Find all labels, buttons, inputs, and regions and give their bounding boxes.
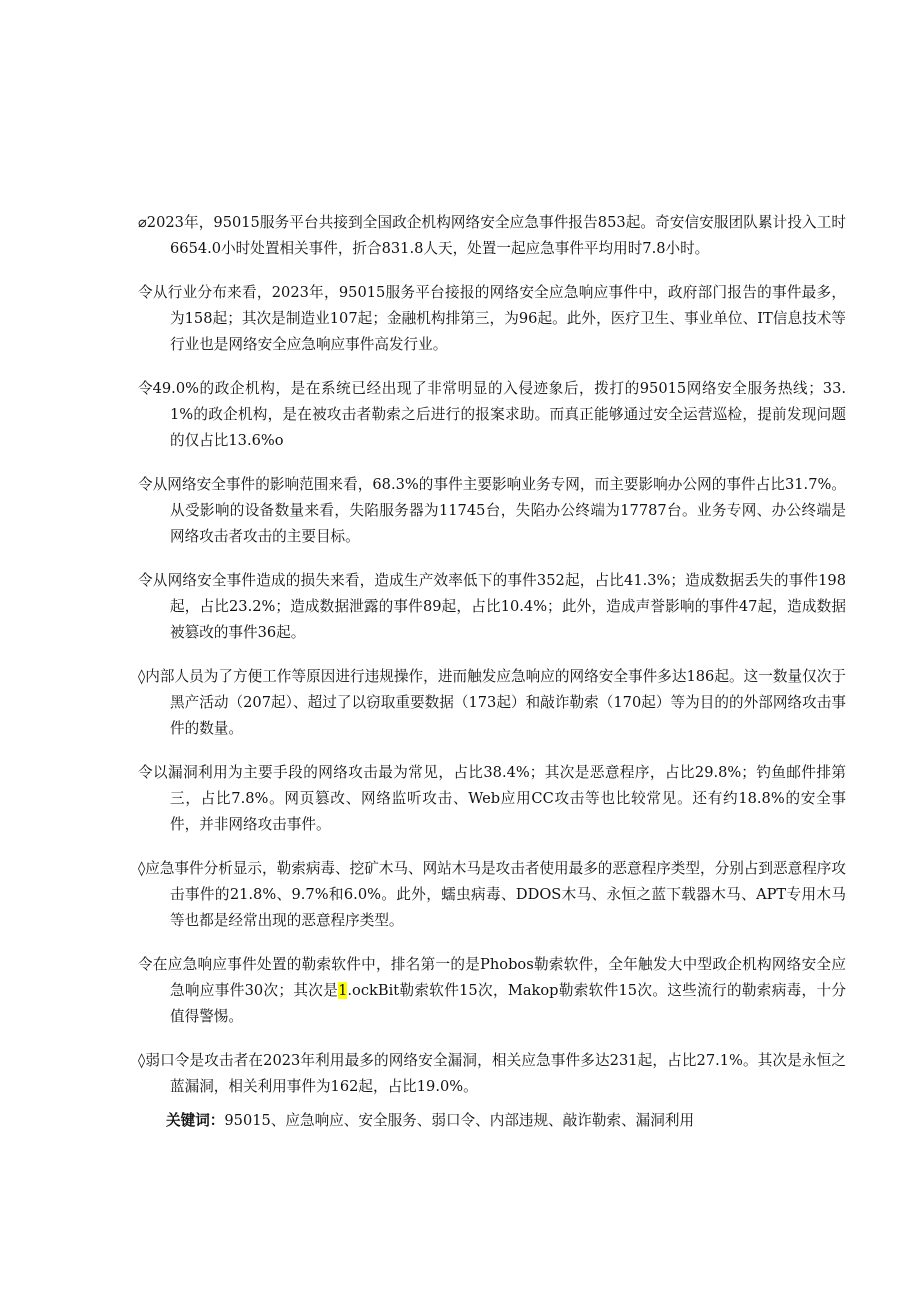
- finding-text: 以漏洞利用为主要手段的网络攻击最为常见，占比38.4%；其次是恶意程序，占比29.8%；钓鱼邮件排第三，占比7.8%。网页篡改、网络监听攻击、Web应用CC攻击等也比较常见。还有约18.8%的安全事件，并非网络攻击事件。: [152, 764, 846, 833]
- bullet-icon: ◊: [138, 860, 146, 877]
- finding-text: 从行业分布来看，2023年，95015服务平台接报的网络安全应急响应事件中，政府部门报告的事件最多，为158起；其次是制造业107起；金融机构排第三，为96起。此外，医疗卫生、事业单位、IT信息技术等行业也是网络安全应急响应事件高发行业。: [152, 284, 846, 353]
- bullet-icon: 令: [138, 476, 153, 493]
- bullet-icon: 令: [138, 380, 153, 397]
- finding-item: [138, 210, 846, 262]
- finding-item: [138, 1048, 846, 1100]
- finding-item: [138, 568, 846, 646]
- bullet-icon: 令: [138, 572, 153, 589]
- finding-text: 弱口令是攻击者在2023年利用最多的网络安全漏洞，相关应急事件多达231起，占比27.1%。其次是永恒之蓝漏洞，相关利用事件为162起，占比19.0%。: [145, 1052, 846, 1095]
- finding-text: 内部人员为了方便工作等原因进行违规操作，进而触发应急响应的网络安全事件多达186起。这一数量仅次于黑产活动（207起）、超过了以窃取重要数据（173起）和敲诈勒索（170起）等为目的的外部网络攻击事件的数量。: [145, 668, 846, 737]
- bullet-icon: 令: [138, 764, 153, 781]
- finding-item: [138, 760, 846, 838]
- finding-text: 在应急响应事件处置的勒索软件中，排名第一的是Phobos勒索软件，全年触发大中型政企机构网络安全应急响应事件30次；其次是: [152, 956, 846, 999]
- bullet-icon: 令: [138, 956, 153, 973]
- finding-text: 从网络安全事件的影响范围来看，68.3%的事件主要影响业务专网，而主要影响办公网的事件占比31.7%。从受影响的设备数量来看，失陷服务器为11745台，失陷办公终端为17787台。业务专网、办公终端是网络攻击者攻击的主要目标。: [152, 476, 846, 545]
- bullet-icon: 令: [138, 284, 153, 301]
- bullet-icon: ◊: [138, 668, 146, 685]
- findings-list: [138, 210, 846, 1118]
- finding-text: 应急事件分析显示，勒索病毒、挖矿木马、网站木马是攻击者使用最多的恶意程序类型，分别占到恶意程序攻击事件的21.8%、9.7%和6.0%。此外，蠕虫病毒、DDOS木马、永恒之蓝下载器木马、APT专用木马等也都是经常出现的恶意程序类型。: [145, 860, 846, 929]
- bullet-icon: ⌀: [138, 214, 147, 231]
- finding-item: [138, 856, 846, 934]
- bullet-icon: ◊: [138, 1052, 146, 1069]
- finding-item: [138, 664, 846, 742]
- finding-item: [138, 472, 846, 550]
- finding-text: 2023年，95015服务平台共接到全国政企机构网络安全应急事件报告853起。奇安信安服团队累计投入工时6654.0小时处置相关事件，折合831.8人天，处置一起应急事件平均用时7.8小时。: [146, 214, 846, 257]
- finding-item: [138, 280, 846, 358]
- finding-text: 49.0%的政企机构，是在系统已经出现了非常明显的入侵迹象后，拨打的95015网络安全服务热线；33.1%的政企机构，是在被攻击者勒索之后进行的报案求助。而真正能够通过安全运营巡检，提前发现问题的仅占比13.6%o: [152, 380, 846, 449]
- keywords-label: 关键词：: [166, 1112, 225, 1129]
- finding-item: [138, 952, 846, 1030]
- keywords-line: [166, 1108, 846, 1134]
- keywords-text: 95015、应急响应、安全服务、弱口令、内部违规、敲诈勒索、漏洞利用: [224, 1112, 695, 1129]
- finding-text: 从网络安全事件造成的损失来看，造成生产效率低下的事件352起，占比41.3%；造成数据丢失的事件198起，占比23.2%；造成数据泄露的事件89起，占比10.4%；此外，造成声誉影响的事件47起，造成数据被篡改的事件36起。: [152, 572, 846, 641]
- finding-text: .ockBit勒索软件15次，Makop勒索软件15次。这些流行的勒索病毒，十分值得警惕。: [170, 982, 846, 1025]
- finding-item: [138, 376, 846, 454]
- highlighted-text: 1: [338, 982, 348, 999]
